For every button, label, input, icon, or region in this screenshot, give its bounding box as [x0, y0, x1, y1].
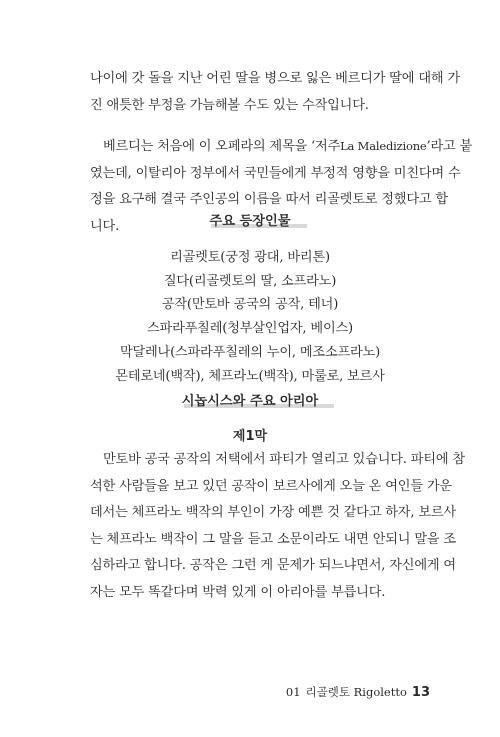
list-item: 몬테로네(백작), 체프라노(백작), 마룰로, 보르사 — [115, 368, 385, 384]
act-title: 제1막 — [232, 429, 268, 444]
text-line: 심하라고 합니다. 공작은 그런 게 문제가 되느냐면서, 자신에게 여 — [90, 558, 456, 573]
chapter-number: 01 — [285, 685, 301, 699]
text-line: 데서는 체프라노 백작의 부인이 가장 예쁜 것 같다고 하자, 보르사 — [90, 505, 456, 520]
text-line: 베르디는 처음에 이 오페라의 제목을 ‘저주La Maledizione’라고 붙 — [103, 139, 473, 154]
cast-heading: 주요 등장인물 — [209, 214, 291, 229]
text-line: 자는 모두 똑같다며 박력 있게 이 아리아를 부릅니다. — [90, 584, 386, 600]
character-list — [0, 246, 500, 388]
text-line: 진 애틋한 부정을 가늠해볼 수도 있는 수작입니다. — [90, 97, 369, 113]
intro-paragraph-1 — [90, 66, 460, 119]
text-line: 나이에 갓 돌을 지난 어린 딸을 병으로 잃은 베르디가 딸에 대해 가 — [90, 71, 460, 86]
list-item: 막달레나(스파라푸칠레의 누이, 메조소프라노) — [119, 344, 381, 360]
synopsis-paragraph — [90, 447, 465, 606]
text-line: 는 체프라노 백작이 그 말을 듣고 소문이라도 내면 안되니 말을 조 — [90, 531, 456, 547]
list-item: 공작(만토바 공국의 공작, 테너) — [161, 297, 339, 313]
text-line: 였는데, 이탈리아 정부에서 국민들에게 부정적 영향을 미친다며 수 — [90, 165, 461, 181]
chapter-title: 리골렛토 Rigoletto — [305, 685, 407, 699]
text-line: 만토바 공국 공작의 저택에서 파티가 열리고 있습니다. 파티에 참 — [103, 452, 465, 467]
text-line: 석한 사람들을 보고 있던 공작이 보르사에게 오늘 온 여인들 가운 — [90, 478, 452, 494]
page-footer — [286, 684, 430, 700]
page-number: 13 — [411, 685, 430, 700]
list-item: 질다(리골렛토의 딸, 소프라노) — [163, 273, 337, 289]
list-item: 스파라푸칠레(청부살인업자, 베이스) — [147, 321, 353, 337]
synopsis-heading: 시놉시스와 주요 아리아 — [181, 394, 319, 409]
text-line: 니다. — [90, 218, 120, 234]
foreign-title: La Maledizione — [340, 139, 427, 153]
text-line: 정을 요구해 결국 주인공의 이름을 따서 리골렛토로 정했다고 합 — [90, 192, 448, 207]
list-item: 리골렛토(궁정 광대, 바리톤) — [170, 250, 330, 265]
